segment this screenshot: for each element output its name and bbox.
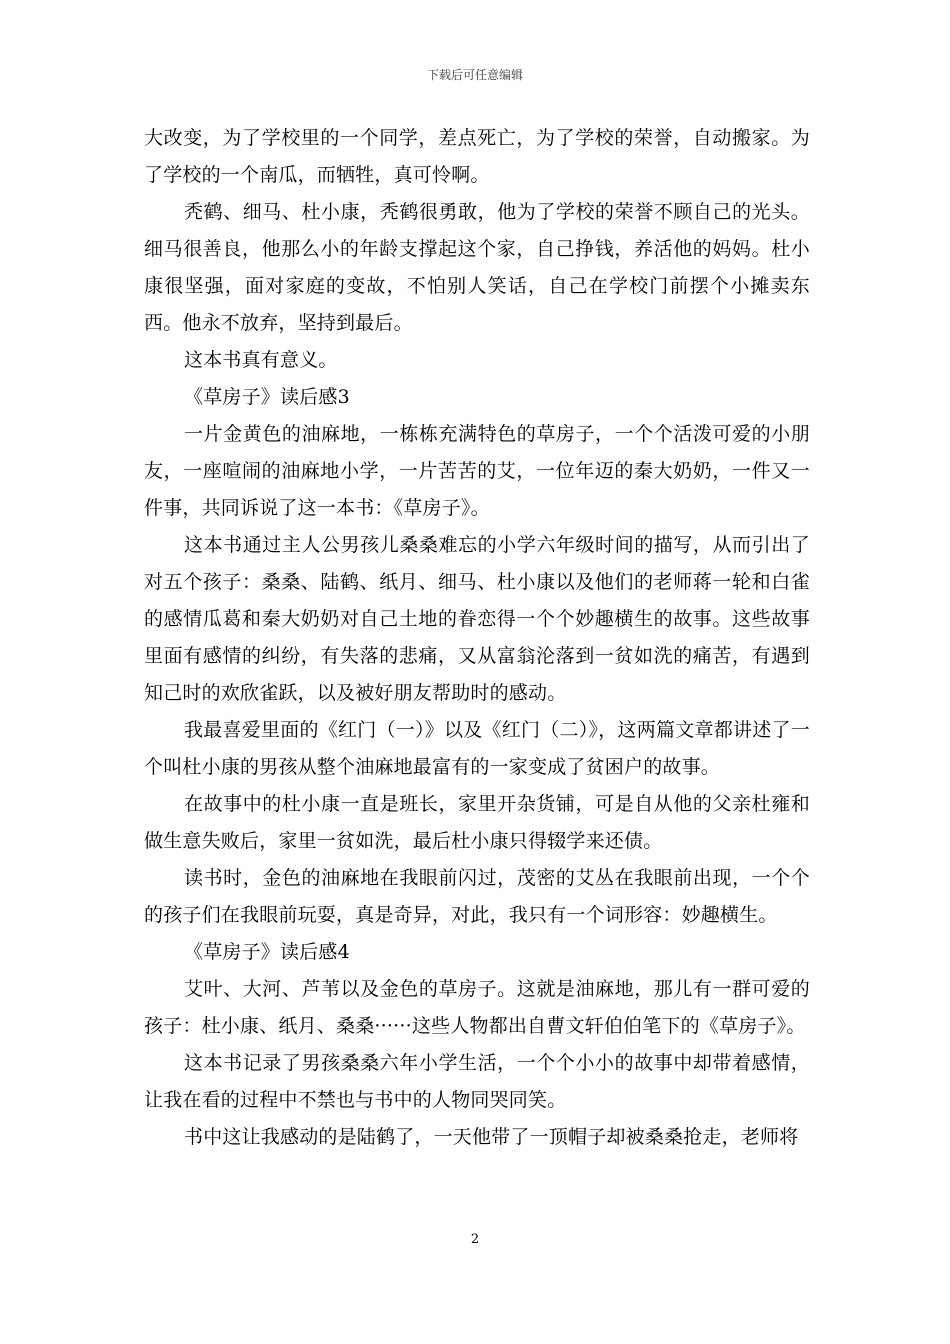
paragraph-7: 我最喜爱里面的《红门（一）》以及《红门（二）》，这两篇文章都讲述了一个叫杜小康的男孩从整个油麻地最富有的一家变成了贫困户的故事。 [144, 719, 810, 778]
page-number: 2 [470, 1232, 480, 1247]
paragraph-1: 大改变，为了学校里的一个同学，差点死亡，为了学校的荣誉，自动搬家。为了学校的一个南瓜，而牺牲，真可怜啊。 [144, 127, 810, 186]
document-body [144, 120, 810, 1156]
paragraph-6: 这本书通过主人公男孩儿桑桑难忘的小学六年级时间的描写，从而引出了对五个孩子：桑桑、陆鹤、纸月、细马、杜小康以及他们的老师蒋一轮和白雀的感情瓜葛和秦大奶奶对自己土地的眷恋得一个个妙趣横生的故事。这些故事里面有感情的纠纷，有失落的悲痛，又从富翁沦落到一贫如洗的痛苦，有遇到知己时的欢欣雀跃，以及被好朋友帮助时的感动。 [144, 534, 810, 704]
section-heading-4: 《草房子》读后感4 [184, 941, 350, 963]
paragraph-8: 在故事中的杜小康一直是班长，家里开杂货铺，可是自从他的父亲杜雍和做生意失败后，家里一贫如洗，最后杜小康只得辍学来还债。 [144, 793, 810, 852]
paragraph-2: 秃鹤、细马、杜小康，秃鹤很勇敢，他为了学校的荣誉不顾自己的光头。细马很善良，他那么小的年龄支撑起这个家，自己挣钱，养活他的妈妈。杜小康很坚强，面对家庭的变故，不怕别人笑话，自己在学校门前摆个小摊卖东西。他永不放弃，坚持到最后。 [144, 201, 810, 334]
paragraph-13: 书中这让我感动的是陆鹤了，一天他带了一顶帽子却被桑桑抢走，老师将 [184, 1126, 799, 1148]
paragraph-9: 读书时，金色的油麻地在我眼前闪过，茂密的艾丛在我眼前出现，一个个的孩子们在我眼前玩耍，真是奇异，对此，我只有一个词形容：妙趣横生。 [144, 867, 810, 926]
paragraph-5: 一片金黄色的油麻地，一栋栋充满特色的草房子，一个个活泼可爱的小朋友，一座喧闹的油麻地小学，一片苦苦的艾，一位年迈的秦大奶奶，一件又一件事，共同诉说了这一本书：《草房子》。 [144, 423, 810, 519]
paragraph-12: 这本书记录了男孩桑桑六年小学生活，一个个小小的故事中却带着感情，让我在看的过程中不禁也与书中的人物同哭同笑。 [144, 1052, 810, 1111]
paragraph-3: 这本书真有意义。 [184, 349, 338, 371]
section-heading-3: 《草房子》读后感3 [184, 386, 350, 408]
paragraph-11: 艾叶、大河、芦苇以及金色的草房子。这就是油麻地，那儿有一群可爱的孩子：杜小康、纸月、桑桑······这些人物都出自曹文轩伯伯笔下的《草房子》。 [144, 978, 810, 1037]
page-header: 下载后可任意编辑 [426, 68, 523, 82]
